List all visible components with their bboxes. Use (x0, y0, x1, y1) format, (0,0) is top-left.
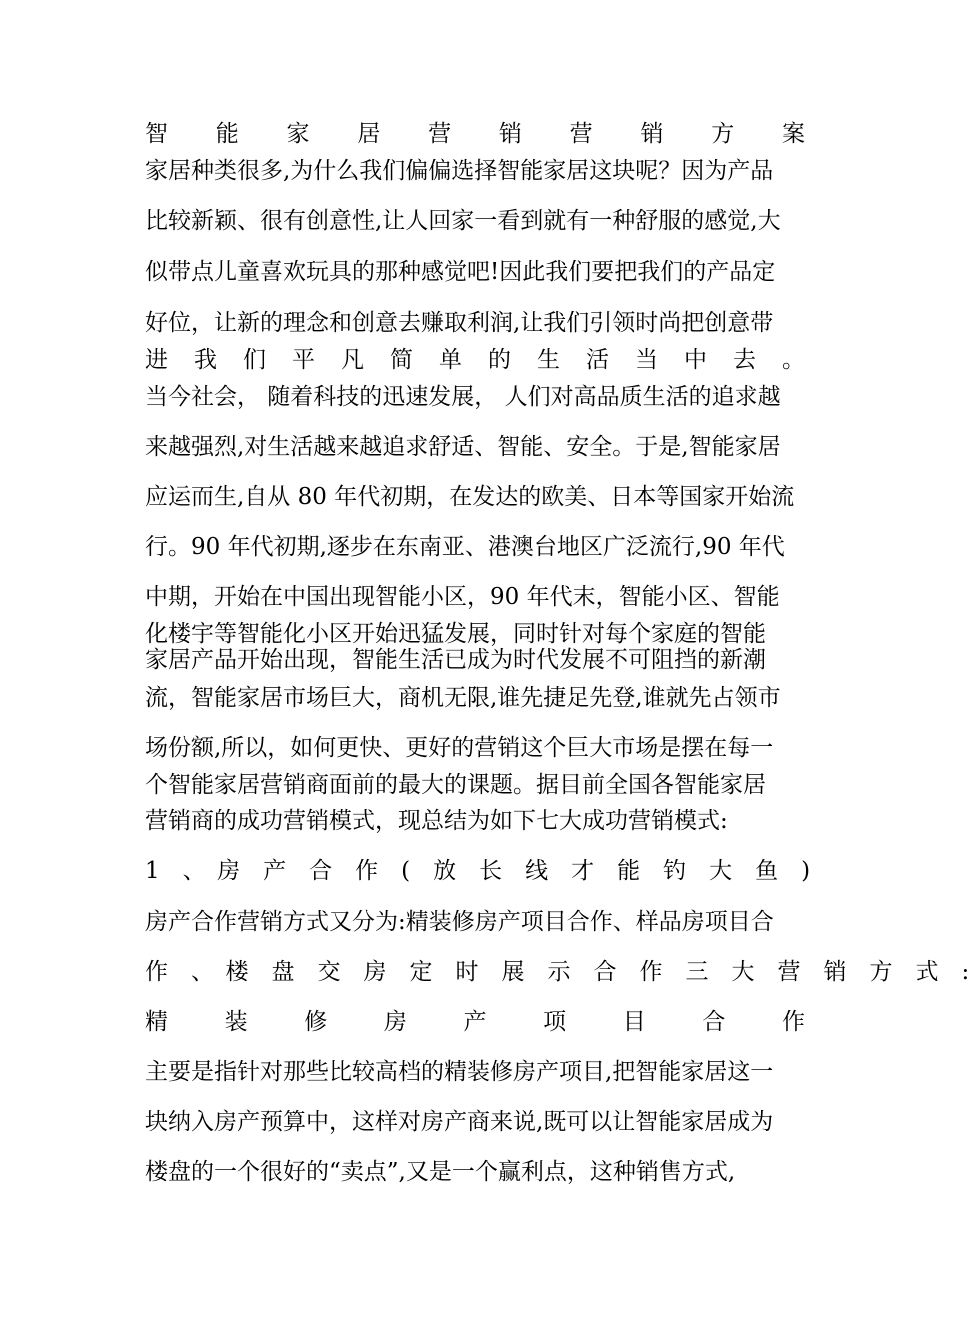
paragraph-line: 楼盘的一个很好的“卖点”,又是一个赢利点，这种销售方式, (145, 1159, 736, 1185)
paragraph-line: 化楼宇等智能化小区开始迅猛发展，同时针对每个家庭的智能 (145, 621, 766, 647)
paragraph-line: 房产合作营销方式又分为:精装修房产项目合作、样品房项目合 (145, 909, 774, 935)
paragraph-line: 个智能家居营销商面前的最大的课题。据目前全国各智能家居 (145, 772, 766, 798)
paragraph-line: 应运而生,自从 80 年代初期，在发达的欧美、日本等国家开始流 (145, 484, 795, 510)
paragraph-line: 场份额,所以，如何更快、更好的营销这个巨大市场是摆在每一 (145, 735, 774, 761)
paragraph-line: 当今社会， 随着科技的迅速发展， 人们对高品质生活的追求越 (145, 384, 781, 410)
paragraph-line: 营销商的成功营销模式，现总结为如下七大成功营销模式: (145, 808, 728, 834)
document-title: 智 能 家 居 营 销 营 销 方 案 (145, 121, 805, 147)
paragraph-line: 好位，让新的理念和创意去赚取利润,让我们引领时尚把创意带 (145, 310, 774, 336)
paragraph-line: 块纳入房产预算中，这样对房产商来说,既可以让智能家居成为 (145, 1109, 774, 1135)
paragraph-line: 来越强烈,对生活越来越追求舒适、智能、安全。于是,智能家居 (145, 434, 781, 460)
paragraph-line: 似带点儿童喜欢玩具的那种感觉吧!因此我们要把我们的产品定 (145, 259, 776, 285)
paragraph-line: 流，智能家居市场巨大，商机无限,谁先捷足先登,谁就先占领市 (145, 685, 781, 711)
section-heading: 1 、 房 产 合 作 ( 放 长 线 才 能 钓 大 鱼 ) (145, 858, 811, 884)
paragraph-line: 比较新颖、很有创意性,让人回家一看到就有一种舒服的感觉,大 (145, 208, 781, 234)
paragraph-line: 行。90 年代初期,逐步在东南亚、港澳台地区广泛流行,90 年代 (145, 534, 785, 560)
paragraph-line: 中期，开始在中国出现智能小区，90 年代末，智能小区、智能 (145, 584, 780, 610)
paragraph-line: 主要是指针对那些比较高档的精装修房产项目,把智能家居这一 (145, 1059, 774, 1085)
paragraph-line: 进 我 们 平 凡 简 单 的 生 活 当 中 去 。 (145, 347, 805, 373)
paragraph-line: 家居产品开始出现，智能生活已成为时代发展不可阻挡的新潮 (145, 647, 766, 673)
paragraph-line: 作 、 楼 盘 交 房 定 时 展 示 合 作 三 大 营 销 方 式 : (145, 959, 969, 985)
subsection-heading: 精 装 修 房 产 项 目 合 作 (145, 1009, 805, 1035)
paragraph-line: 家居种类很多,为什么我们偏偏选择智能家居这块呢？因为产品 (145, 158, 774, 184)
